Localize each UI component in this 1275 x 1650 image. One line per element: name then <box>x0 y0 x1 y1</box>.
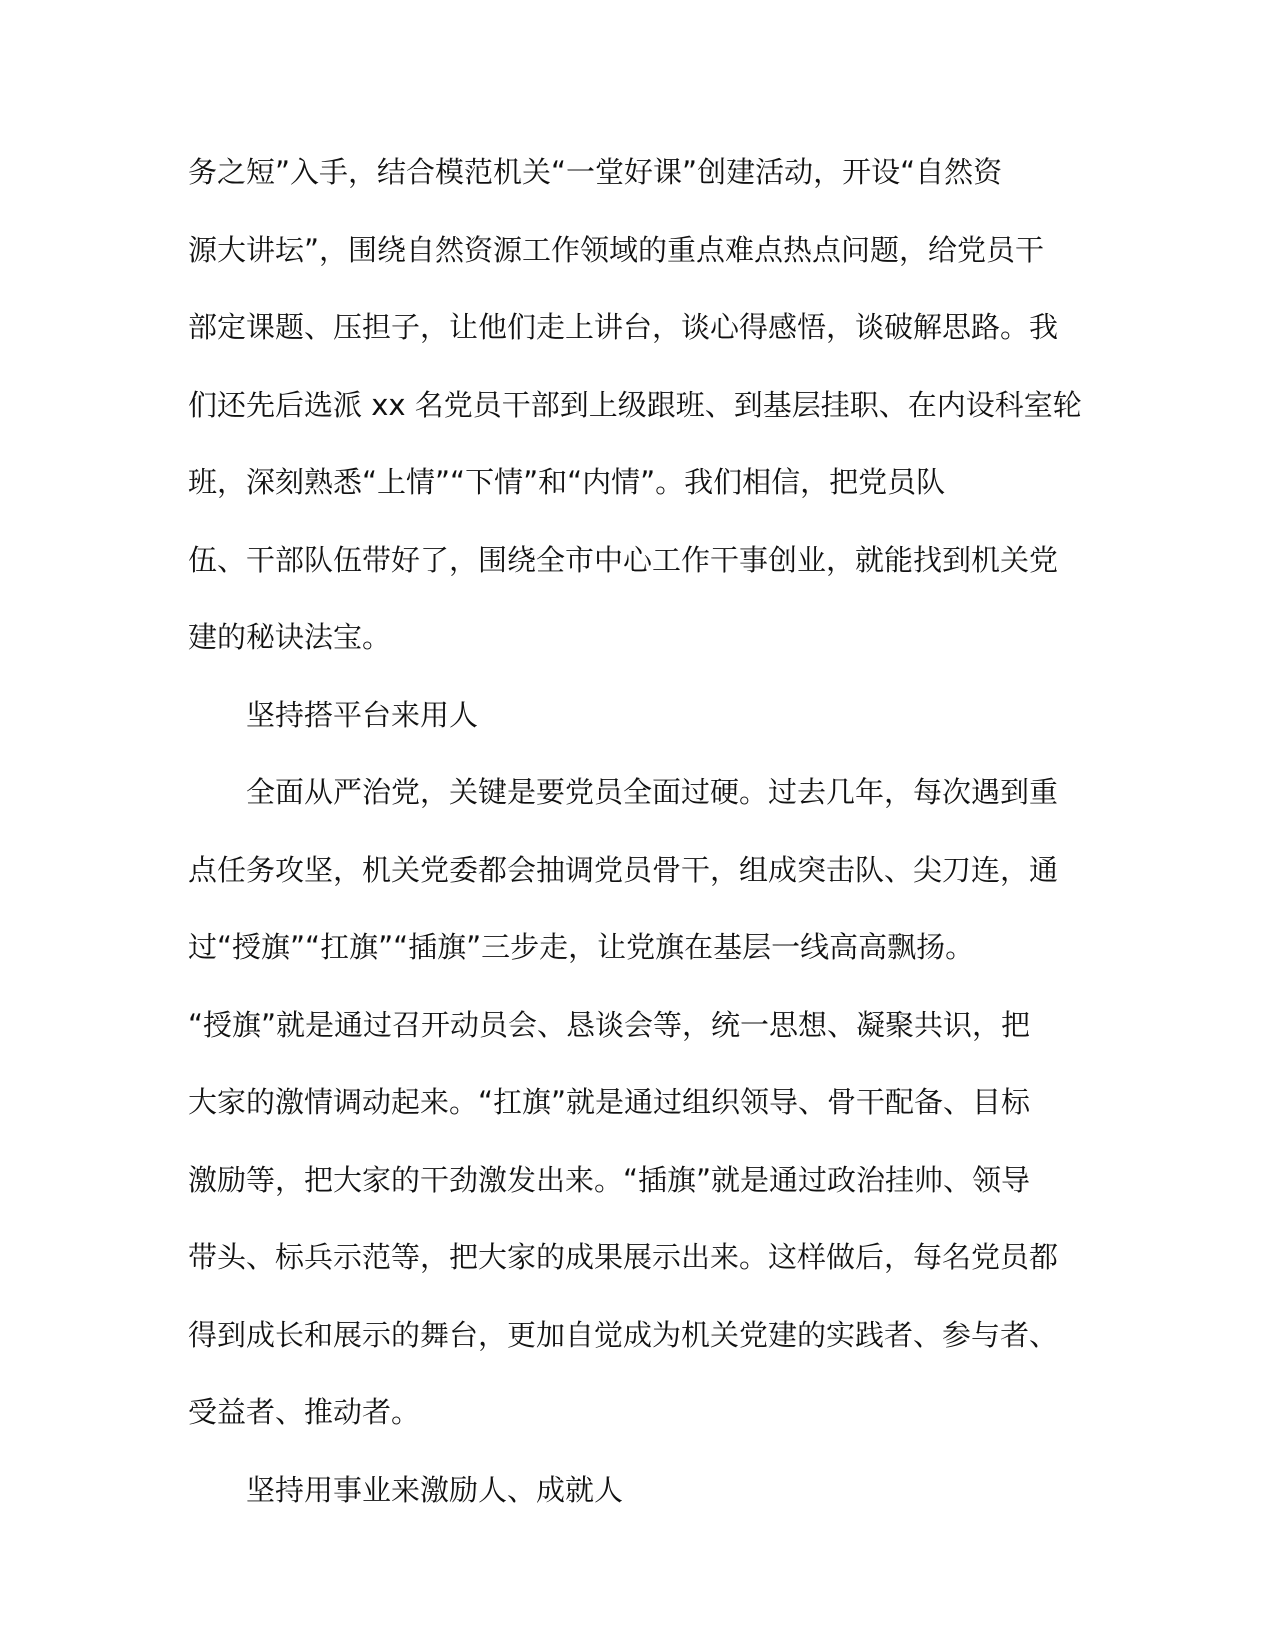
paragraph-line: 带头、标兵示范等，把大家的成果展示出来。这样做后，每名党员都 <box>188 1240 1059 1274</box>
paragraph-line: 受益者、推动者。 <box>188 1395 421 1429</box>
paragraph-line: 班，深刻熟悉“上情”“下情”和“内情”。我们相信，把党员队 <box>188 465 946 499</box>
paragraph-line: 们还先后选派 xx 名党员干部到上级跟班、到基层挂职、在内设科室轮 <box>188 387 1082 422</box>
paragraph-line: “授旗”就是通过召开动员会、恳谈会等，统一思想、凝聚共识，把 <box>188 1007 1031 1042</box>
paragraph-line: 全面从严治党，关键是要党员全面过硬。过去几年，每次遇到重 <box>246 775 1059 809</box>
paragraph-line: 大家的激情调动起来。“扛旗”就是通过组织领导、骨干配备、目标 <box>188 1085 1031 1119</box>
section-heading: 坚持用事业来激励人、成就人 <box>246 1472 624 1507</box>
paragraph-line: 点任务攻坚，机关党委都会抽调党员骨干，组成突击队、尖刀连，通 <box>188 852 1059 887</box>
paragraph-line: 得到成长和展示的舞台，更加自觉成为机关党建的实践者、参与者、 <box>188 1317 1059 1352</box>
section-heading: 坚持搭平台来用人 <box>246 697 479 732</box>
document-body <box>188 134 1088 1529</box>
paragraph-line: 源大讲坛”，围绕自然资源工作领域的重点难点热点问题，给党员干 <box>188 232 1045 267</box>
paragraph-line: 务之短”入手，结合模范机关“一堂好课”创建活动，开设“自然资 <box>188 155 1003 189</box>
paragraph-line: 过“授旗”“扛旗”“插旗”三步走，让党旗在基层一线高高飘扬。 <box>188 930 975 964</box>
paragraph-line: 部定课题、压担子，让他们走上讲台，谈心得感悟，谈破解思路。我 <box>188 310 1059 344</box>
paragraph-line: 激励等，把大家的干劲激发出来。“插旗”就是通过政治挂帅、领导 <box>188 1162 1031 1197</box>
paragraph-line: 建的秘诀法宝。 <box>188 620 392 654</box>
paragraph-line: 伍、干部队伍带好了，围绕全市中心工作干事创业，就能找到机关党 <box>188 542 1059 577</box>
